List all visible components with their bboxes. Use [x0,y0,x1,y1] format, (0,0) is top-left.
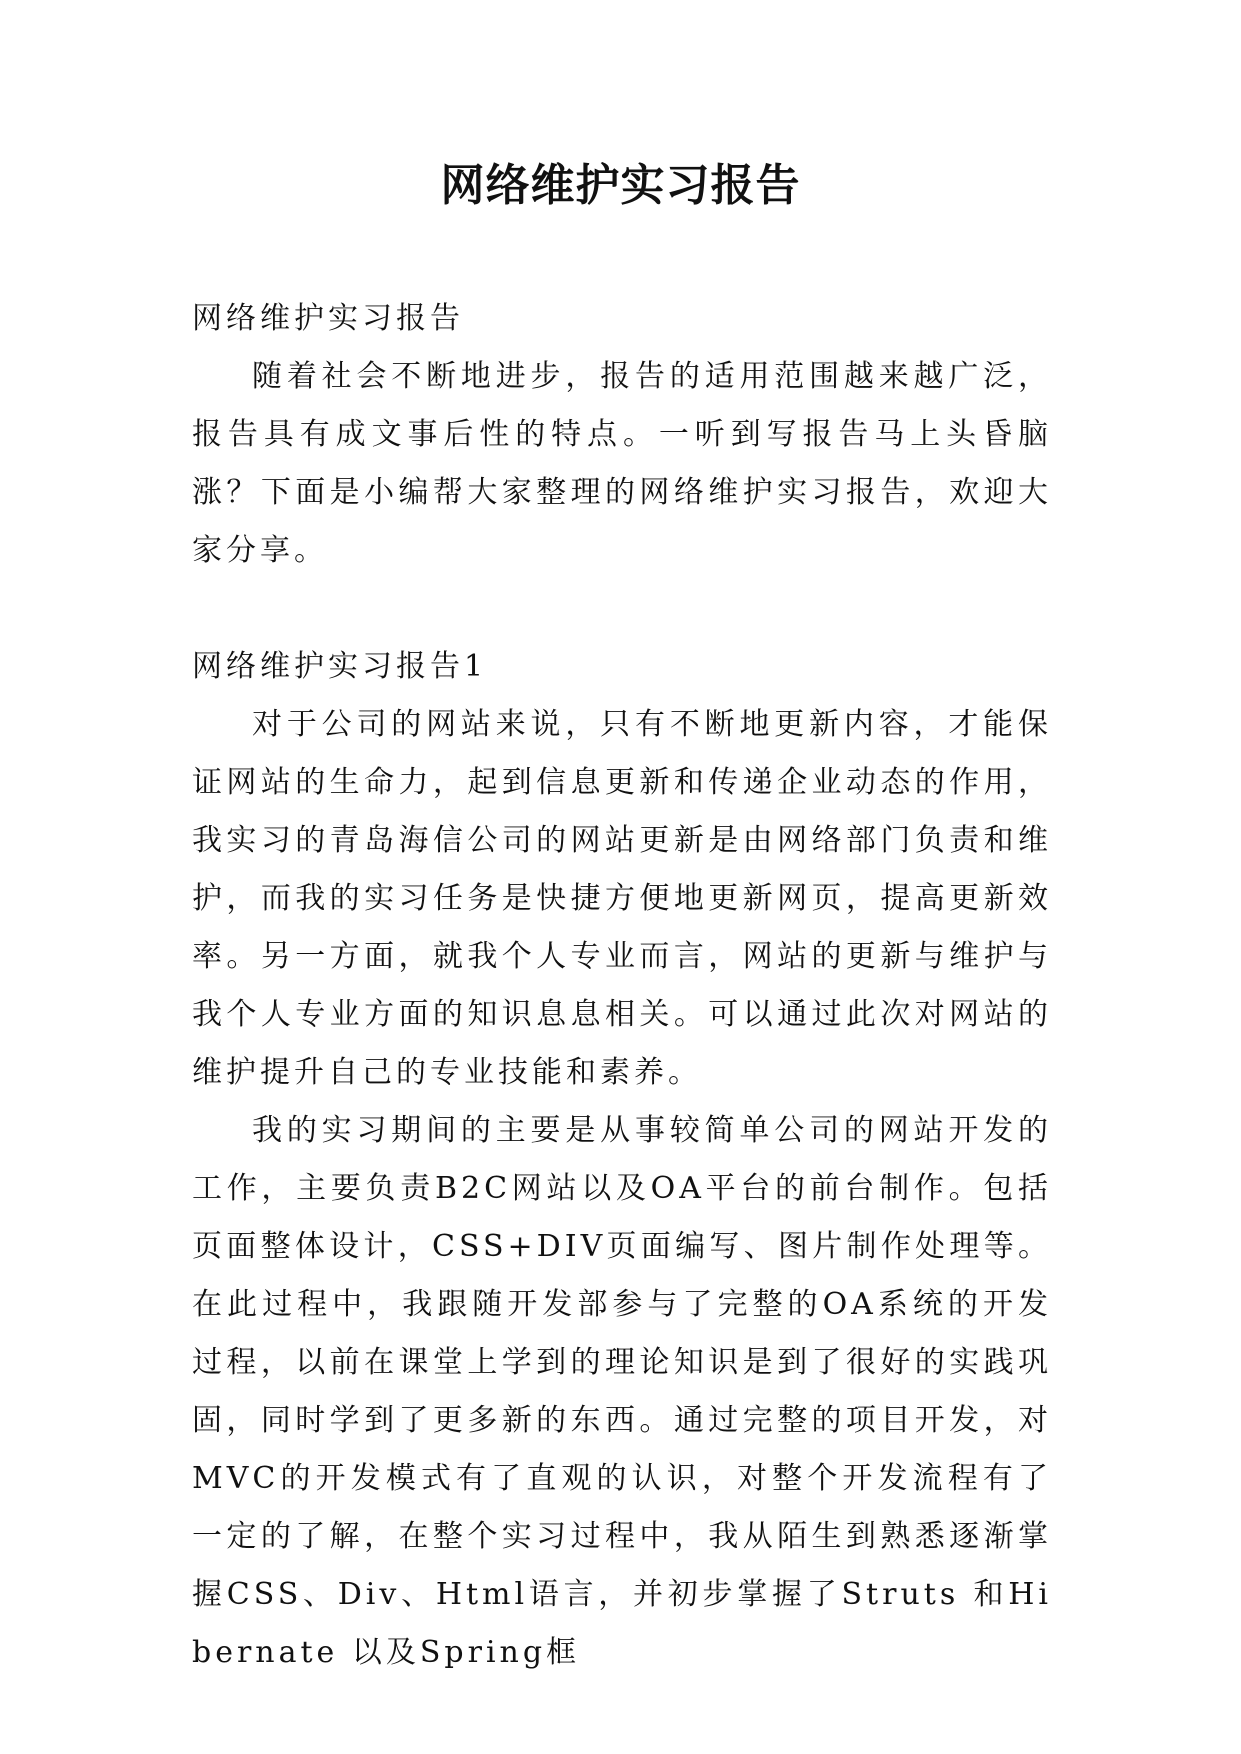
blank-line [192,580,1052,638]
intro-paragraph: 随着社会不断地进步，报告的适用范围越来越广泛，报告具有成文事后性的特点。一听到写报告马上头昏脑涨？下面是小编帮大家整理的网络维护实习报告，欢迎大家分享。 [192,359,1052,568]
section1-heading: 网络维护实习报告1 [192,649,488,684]
document-title: 网络维护实习报告 [440,160,801,211]
document-body [192,290,1052,1682]
section1-paragraph-1: 对于公司的网站来说，只有不断地更新内容，才能保证网站的生命力，起到信息更新和传递企业动态的作用，我实习的青岛海信公司的网站更新是由网络部门负责和维护，而我的实习任务是快捷方便地更新网页，提高更新效率。另一方面，就我个人专业而言，网站的更新与维护与我个人专业方面的知识息息相关。可以通过此次对网站的维护提升自己的专业技能和素养。 [192,707,1052,1090]
section1-paragraph-2: 我的实习期间的主要是从事较简单公司的网站开发的工作，主要负责B2C网站以及OA平台的前台制作。包括页面整体设计，CSS+DIV页面编写、图片制作处理等。在此过程中，我跟随开发部参与了完整的OA系统的开发过程，以前在课堂上学到的理论知识是到了很好的实践巩固，同时学到了更多新的东西。通过完整的项目开发，对MVC的开发模式有了直观的认识，对整个开发流程有了一定的了解，在整个实习过程中，我从陌生到熟悉逐渐掌握CSS、Div、Html语言，并初步掌握了Struts 和Hibernate 以及Spring框 [192,1113,1052,1670]
intro-heading: 网络维护实习报告 [192,301,464,336]
